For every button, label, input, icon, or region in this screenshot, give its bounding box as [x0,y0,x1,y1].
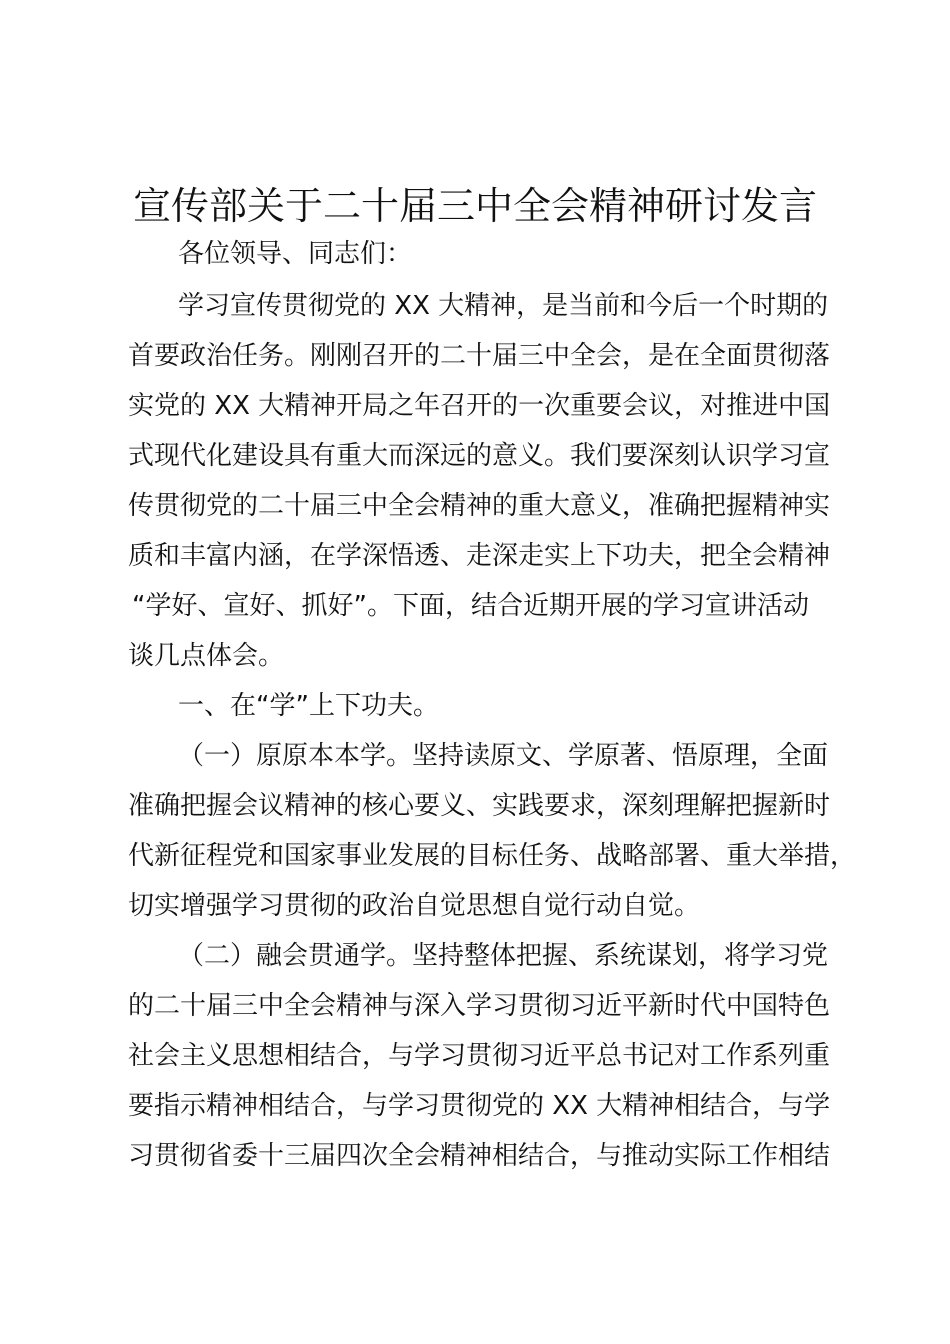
paragraph-3-line-3: 社会主义思想相结合，与学习贯彻习近平总书记对工作系列重 [128,1041,831,1071]
paragraph-1-line-2: 首要政治任务。刚刚召开的二十届三中全会，是在全面贯彻落 [128,341,831,371]
paragraph-1-line-5: 传贯彻党的二十届三中全会精神的重大意义，准确把握精神实 [128,491,831,521]
section-heading: 一、在“学”上下功夫。 [178,691,439,721]
paragraph-3-line-1: （二）融会贯通学。坚持整体把握、系统谋划，将学习党 [178,941,829,971]
paragraph-1-line-6: 质和丰富内涵，在学深悟透、走深走实上下功夫，把全会精神 [128,541,831,571]
paragraph-3-line-2: 的二十届三中全会精神与深入学习贯彻习近平新时代中国特色 [128,991,831,1021]
paragraph-2-line-2: 准确把握会议精神的核心要义、实践要求，深刻理解把握新时 [128,791,831,821]
paragraph-2-line-3: 代新征程党和国家事业发展的目标任务、战略部署、重大举措， [128,841,857,871]
paragraph-2-line-1: （一）原原本本学。坚持读原文、学原著、悟原理，全面 [178,741,829,771]
paragraph-1-line-1: 学习宣传贯彻党的 XX 大精神，是当前和今后一个时期的 [178,291,829,321]
paragraph-1-line-8: 谈几点体会。 [128,641,285,671]
paragraph-3-line-5: 习贯彻省委十三届四次全会精神相结合，与推动实际工作相结 [128,1141,831,1171]
document-title: 宣传部关于二十届三中全会精神研讨发言 [132,184,817,228]
paragraph-2-line-4: 切实增强学习贯彻的政治自觉思想自觉行动自觉。 [128,891,701,921]
paragraph-1-line-4: 式现代化建设具有重大而深远的意义。我们要深刻认识学习宣 [128,441,831,471]
paragraph-1-line-3: 实党的 XX 大精神开局之年召开的一次重要会议，对推进中国 [128,391,831,421]
salutation: 各位领导、同志们： [178,239,413,269]
paragraph-3-line-4: 要指示精神相结合，与学习贯彻党的 XX 大精神相结合，与学 [128,1091,831,1121]
paragraph-1-line-7: “学好、宣好、抓好”。下面，结合近期开展的学习宣讲活动 [132,591,809,621]
